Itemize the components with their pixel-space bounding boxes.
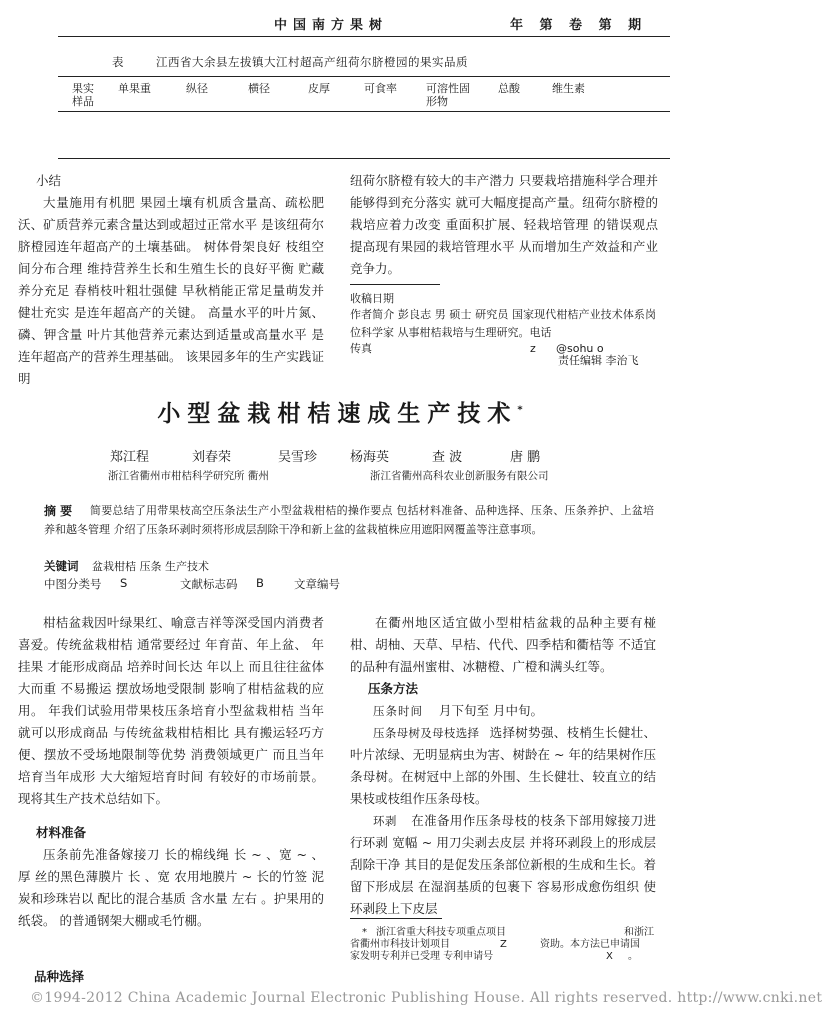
- table-col-edible: 可食率: [364, 82, 397, 95]
- mother-branch-text: 选择树势强、枝梢生长健壮、叶片浓绿、无明显病虫为害、树龄在 ~ 年的结果树作压条母树。在树冠中上部的外围、生长健壮、较直立的结果枝或枝组作压条母枝。: [350, 725, 656, 806]
- article-title-text: 小型盆栽柑桔速成生产技术: [157, 401, 518, 427]
- editor: 责任编辑 李治飞: [558, 354, 639, 367]
- table-label: 表: [112, 55, 124, 69]
- table-col-vitc: 维生素: [552, 82, 585, 95]
- author-5: 查 波: [432, 450, 463, 465]
- author-4: 杨海英: [350, 450, 390, 465]
- keywords-text: 盆栽柑桔 压条 生产技术: [92, 560, 209, 573]
- footnote-line2b: Z: [500, 939, 507, 950]
- layering-time-label: 压条时间: [373, 704, 423, 718]
- variety-text: 在衢州地区适宜做小型柑桔盆栽的品种主要有椪柑、胡柚、天草、早桔、代代、四季桔和衢桔等 不适宜的品种有温州蜜柑、冰糖橙、广橙和满头红等。: [350, 615, 656, 674]
- doc-code-label: 文献标志码: [180, 577, 238, 591]
- intro-paragraph: [18, 612, 324, 810]
- table-col-acid: 总酸: [498, 82, 520, 95]
- girdling-paragraph: [350, 810, 656, 920]
- materials-paragraph: [18, 844, 324, 932]
- footnote-line3b: X: [606, 951, 613, 962]
- author-2: 刘春荣: [192, 450, 232, 465]
- table-col-weight: 单果重: [118, 82, 151, 95]
- footnote-line2a: 省衢州市科技计划项目: [350, 939, 450, 950]
- summary-heading: 小结: [36, 173, 62, 188]
- variety-paragraph: [350, 612, 656, 678]
- footnote-mark: *: [362, 927, 367, 938]
- layering-time-text: 月下旬至 月中旬。: [438, 703, 543, 718]
- mother-branch-label: 压条母树及母枝选择: [373, 726, 480, 740]
- author-1: 郑江程: [110, 450, 150, 465]
- table-top-rule: [58, 76, 670, 77]
- contact-email: @sohu o: [556, 342, 604, 355]
- table-bottom-rule: [58, 158, 670, 159]
- journal-name: 中国南方果树: [274, 18, 389, 33]
- abstract-text: 简要总结了用带果枝高空压条法生产小型盆栽柑桔的操作要点 包括材料准备、品种选择、压条、压条养护、上盆培养和越冬管理 介绍了压条环剥时须将形成层刮除干净和新上盆的盆栽植株应用遮阳网覆盖等注意事项。: [44, 504, 654, 536]
- article-no-label: 文章编号: [294, 577, 340, 591]
- contact-z: z: [530, 342, 536, 355]
- variety-heading: 品种选择: [34, 969, 85, 984]
- copyright-watermark: ©1994-2012 China Academic Journal Electronic Publishing House. All rights reserved. http://www.cnki.net: [30, 990, 822, 1006]
- footnote-line3a: 家发明专利并已受理 专利申请号: [350, 951, 494, 962]
- doc-code-value: B: [256, 576, 264, 590]
- table-caption: 江西省大余县左拔镇大江村超高产纽荷尔脐橙园的果实品质: [156, 55, 468, 69]
- table-col-sample: 果实样品: [72, 82, 94, 108]
- clc-value: S: [120, 576, 128, 590]
- footnote-rule: [350, 918, 442, 919]
- table-header-rule: [58, 111, 670, 112]
- footnote-line1b: 和浙江: [624, 927, 654, 938]
- footnote-line1a: 浙江省重大科技专项重点项目: [376, 927, 506, 938]
- header-rule: [58, 36, 670, 37]
- author-bio: 作者简介 彭良志 男 硕士 研究员 国家现代柑桔产业技术体系岗位科学家 从事柑桔栽培与生理研究。电话: [350, 308, 656, 339]
- summary-text: 大量施用有机肥 果园土壤有机质含量高、疏松肥沃、矿质营养元素含量达到或超过正常水平 是该纽荷尔脐橙园连年超高产的土壤基础。 树体骨架良好 枝组空间分布合理 维持营养生长和生殖生长的良好平衡 贮藏养分充足 春梢枝叶粗壮强健 早秋梢能正常足量萌发并健壮充实 是连年超高产的关键。 高量水平的叶片氮、磷、钾含量 叶片其他营养元素达到适量或高量水平 是连年超高产的营养生理基础。 该果园多年的生产实践证明: [18, 195, 324, 386]
- affiliation-1: 浙江省衢州市柑桔科学研究所 衢州: [108, 470, 269, 482]
- table-col-tss: 可溶性固形物: [426, 82, 470, 108]
- table-col-length: 纵径: [186, 82, 208, 95]
- title-footnote-mark: *: [517, 404, 523, 416]
- footnote-rule-top: [350, 284, 440, 285]
- table-col-width: 横径: [248, 82, 270, 95]
- girdling-text: 在准备用作压条母枝的枝条下部用嫁接刀进行环剥 宽幅 ~ 用刀尖剥去皮层 并将环剥段上的形成层刮除干净 其目的是促发压条部位新根的生成和生长。着留下形成层 在湿润基质的包裹下 容易形成愈伤组织 使环剥段上下皮层: [350, 813, 656, 916]
- girdling-label: 环剥: [373, 814, 397, 828]
- materials-text: 压条前先准备嫁接刀 长的棉线绳 长 ~ 、宽 ~ 、厚 丝的黑色薄膜片 长 、宽 农用地膜片 ~ 长的竹签 泥炭和珍珠岩以 配比的混合基质 含水量 左右 。护果用的纸袋。 的普通钢架大棚或毛竹棚。: [18, 847, 324, 928]
- contact-label: 传真: [350, 342, 372, 355]
- abstract-label: 摘 要: [44, 504, 73, 518]
- footnote-line3c: 。: [628, 951, 638, 962]
- table-col-peel: 皮厚: [308, 82, 330, 95]
- mother-branch-paragraph: [350, 722, 656, 810]
- issue-info: 年 第 卷 第 期: [510, 18, 648, 33]
- received-date: 收稿日期: [350, 292, 394, 305]
- footnote-line2c: 资助。本方法已申请国: [540, 939, 640, 950]
- affiliation-2: 浙江省衢州高科农业创新服务有限公司: [370, 470, 549, 482]
- intro-text: 柑桔盆栽因叶绿果红、喻意吉祥等深受国内消费者喜爱。传统盆栽柑桔 通常要经过 年育苗、年上盆、 年挂果 才能形成商品 培养时间长达 年以上 而且往往盆体大而重 不易搬运 摆放场地受限制 影响了柑桔盆栽的应用。 年我们试验用带果枝压条培育小型盆栽柑桔 当年就可以形成商品 与传统盆栽柑桔相比 具有搬运轻巧方便、摆放不受场地限制等优势 消费领域更广 而且当年培育当年成形 大大缩短培育时间 有较好的市场前景。现将其生产技术总结如下。: [18, 615, 324, 806]
- summary-continuation: 纽荷尔脐橙有较大的丰产潜力 只要栽培措施科学合理并能够得到充分落实 就可大幅度提高产量。纽荷尔脐橙的栽培应着力改变 重面积扩展、轻栽培管理 的错误观点 提高现有果园的栽培管理水平 从而增加生产效益和产业竞争力。: [350, 173, 658, 276]
- clc-label: 中图分类号: [44, 577, 102, 591]
- author-6: 唐 鹏: [510, 450, 541, 465]
- summary-paragraph: [18, 192, 324, 390]
- article-title: [60, 395, 620, 428]
- layering-heading: 压条方法: [368, 681, 419, 696]
- layering-time: [350, 700, 656, 722]
- materials-heading: 材料准备: [36, 825, 87, 840]
- keywords-label: 关键词: [44, 559, 79, 573]
- author-3: 吴雪珍: [278, 450, 318, 465]
